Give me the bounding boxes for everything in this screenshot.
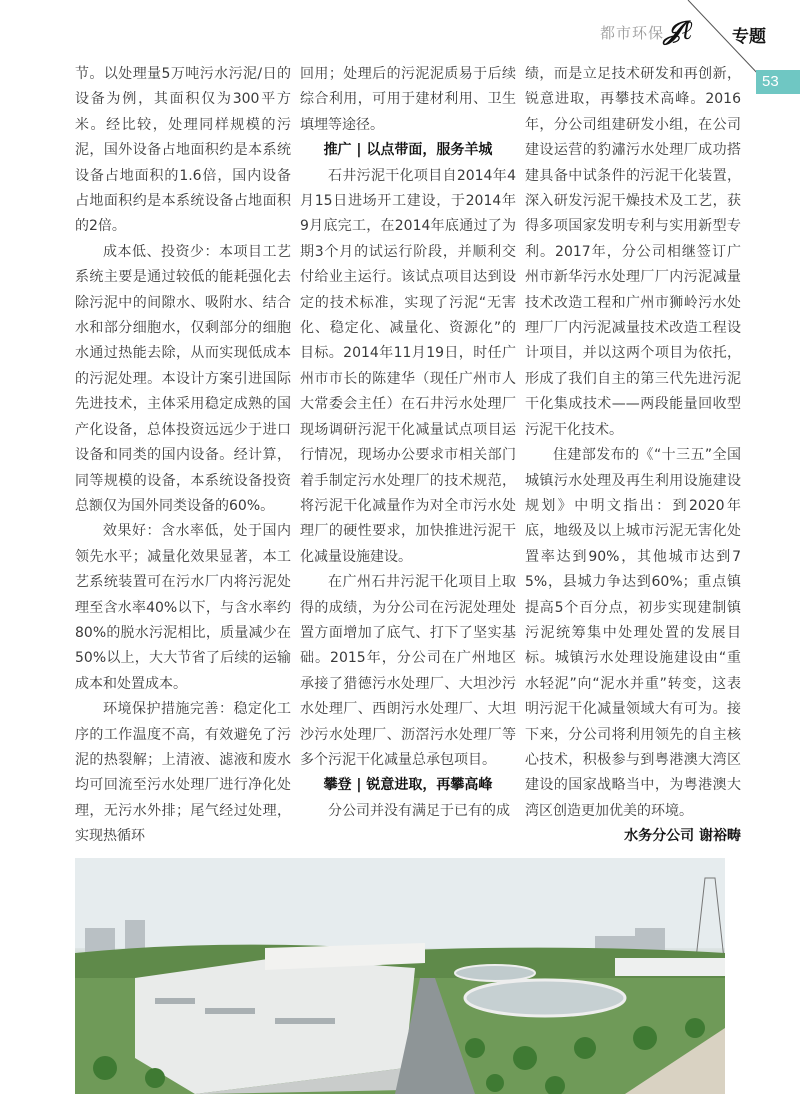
article-column-1	[75, 62, 291, 850]
magazine-name: 都市环保	[600, 24, 665, 42]
article-paragraph: 在广州石井污泥干化项目上取得的成绩，为分公司在污泥处理处置方面增加了底气、打下了坚实基础。2015年，分公司在广州地区承接了猎德污水处理厂、大坦沙污水处理厂、西朗污水处理厂、大坦沙污水处理厂、沥滘污水处理厂等多个污泥干化减量总承包项目。	[300, 574, 516, 768]
article-paragraph: 节。以处理量5万吨污水污泥/日的设备为例，其面积仅为300平方米。经比较，处理同样规模的污泥，国外设备占地面积约是本系统设备占地面积的1.6倍，国内设备占地面积约是本系统设备占地面积的2倍。	[75, 66, 291, 235]
page-number: 53	[756, 70, 800, 94]
article-paragraph: 绩，而是立足技术研发和再创新，锐意进取，再攀技术高峰。2016年，分公司组建研发小组，在公司建设运营的豹潚污水处理厂成功搭建具备中试条件的污泥干化装置，深入研发污泥干燥技术及工艺，获得多项国家发明专利与实用新型专利。2017年，分公司相继签订广州市新华污水处理厂厂内污泥减量技术改造工程和广州市狮岭污水处理厂厂内污泥减量技术改造工程设计项目，并以这两个项目为依托，形成了我们自主的第三代先进污泥干化集成技术——两段能量回收型污泥干化技术。	[525, 66, 741, 438]
article-paragraph: 回用；处理后的污泥泥质易于后续综合利用，可用于建材利用、卫生填埋等途径。	[300, 66, 516, 133]
article-paragraph: 成本低、投资少：本项目工艺系统主要是通过较低的能耗强化去除污泥中的间隙水、吸附水、结合水和部分细胞水，仅剩部分的细胞水通过热能去除，从而实现低成本的污泥处理。本设计方案引进国际先进技术，主体采用稳定成熟的国产化设备，总体投资远远少于进口设备和同类的国内设备。经计算，同等规模的设备，本系统设备投资总额仅为国外同类设备的60%。	[75, 243, 291, 514]
wastewater-plant-photo	[75, 858, 725, 1094]
article-column-3	[525, 62, 741, 850]
article-paragraph: 环境保护措施完善：稳定化工序的工作温度不高，有效避免了污泥的热裂解；上清液、滤液和废水均可回流至污水处理厂进行净化处理，无污水外排；尾气经过处理，实现热循环	[75, 701, 291, 845]
article-paragraph: 住建部发布的《“十三五”全国城镇污水处理及再生利用设施建设规划》中明文指出：到2020年底，地级及以上城市污泥无害化处置率达到90%，其他城市达到75%，县城力争达到60%；重点镇提高5个百分点，初步实现建制镇污泥统筹集中处理处置的发展目标。城镇污水处理设施建设由“重水轻泥”向“泥水并重”转变，这表明污泥干化减量领域大有可为。接下来，分公司将利用领先的自主核心技术，积极参与到粤港澳大湾区建设的国家战略当中，为粤港澳大湾区创造更加优美的环境。	[525, 447, 741, 819]
article-paragraph: 效果好：含水率低，处于国内领先水平；减量化效果显著，本工艺系统装置可在污水厂内将污泥处理至含水率40%以下，与含水率约80%的脱水污泥相比，质量减少在50%以上，大大节省了后续的运输成本和处置成本。	[75, 523, 291, 692]
article-paragraph: 石井污泥干化项目自2014年4月15日进场开工建设，于2014年9月底完工，在2014年底通过了为期3个月的试运行阶段，并顺利交付给业主运行。该试点项目达到设定的技术标准，实现了污泥“无害化、稳定化、减量化、资源化”的目标。2014年11月19日，时任广州市市长的陈建华（现任广州市人大常委会主任）在石井污水处理厂现场调研污泥干化减量试点项目运行情况，现场办公要求市相关部门着手制定污水处理厂的技术规范，将污泥干化减量作为对全市污水处理厂的硬性要求，加快推进污泥干化减量设施建设。	[300, 167, 516, 565]
article-paragraph: 分公司并没有满足于已有的成	[328, 802, 510, 819]
section-heading: 推广 | 以点带面，服务羊城	[323, 142, 493, 159]
magazine-logo: 𝒥ℓ	[664, 16, 694, 46]
article-column-2	[300, 62, 516, 824]
section-title: 专题	[732, 27, 766, 47]
section-heading: 攀登 | 锐意进取，再攀高峰	[323, 777, 493, 794]
author-byline: 水务分公司 谢裕畴	[624, 828, 741, 845]
